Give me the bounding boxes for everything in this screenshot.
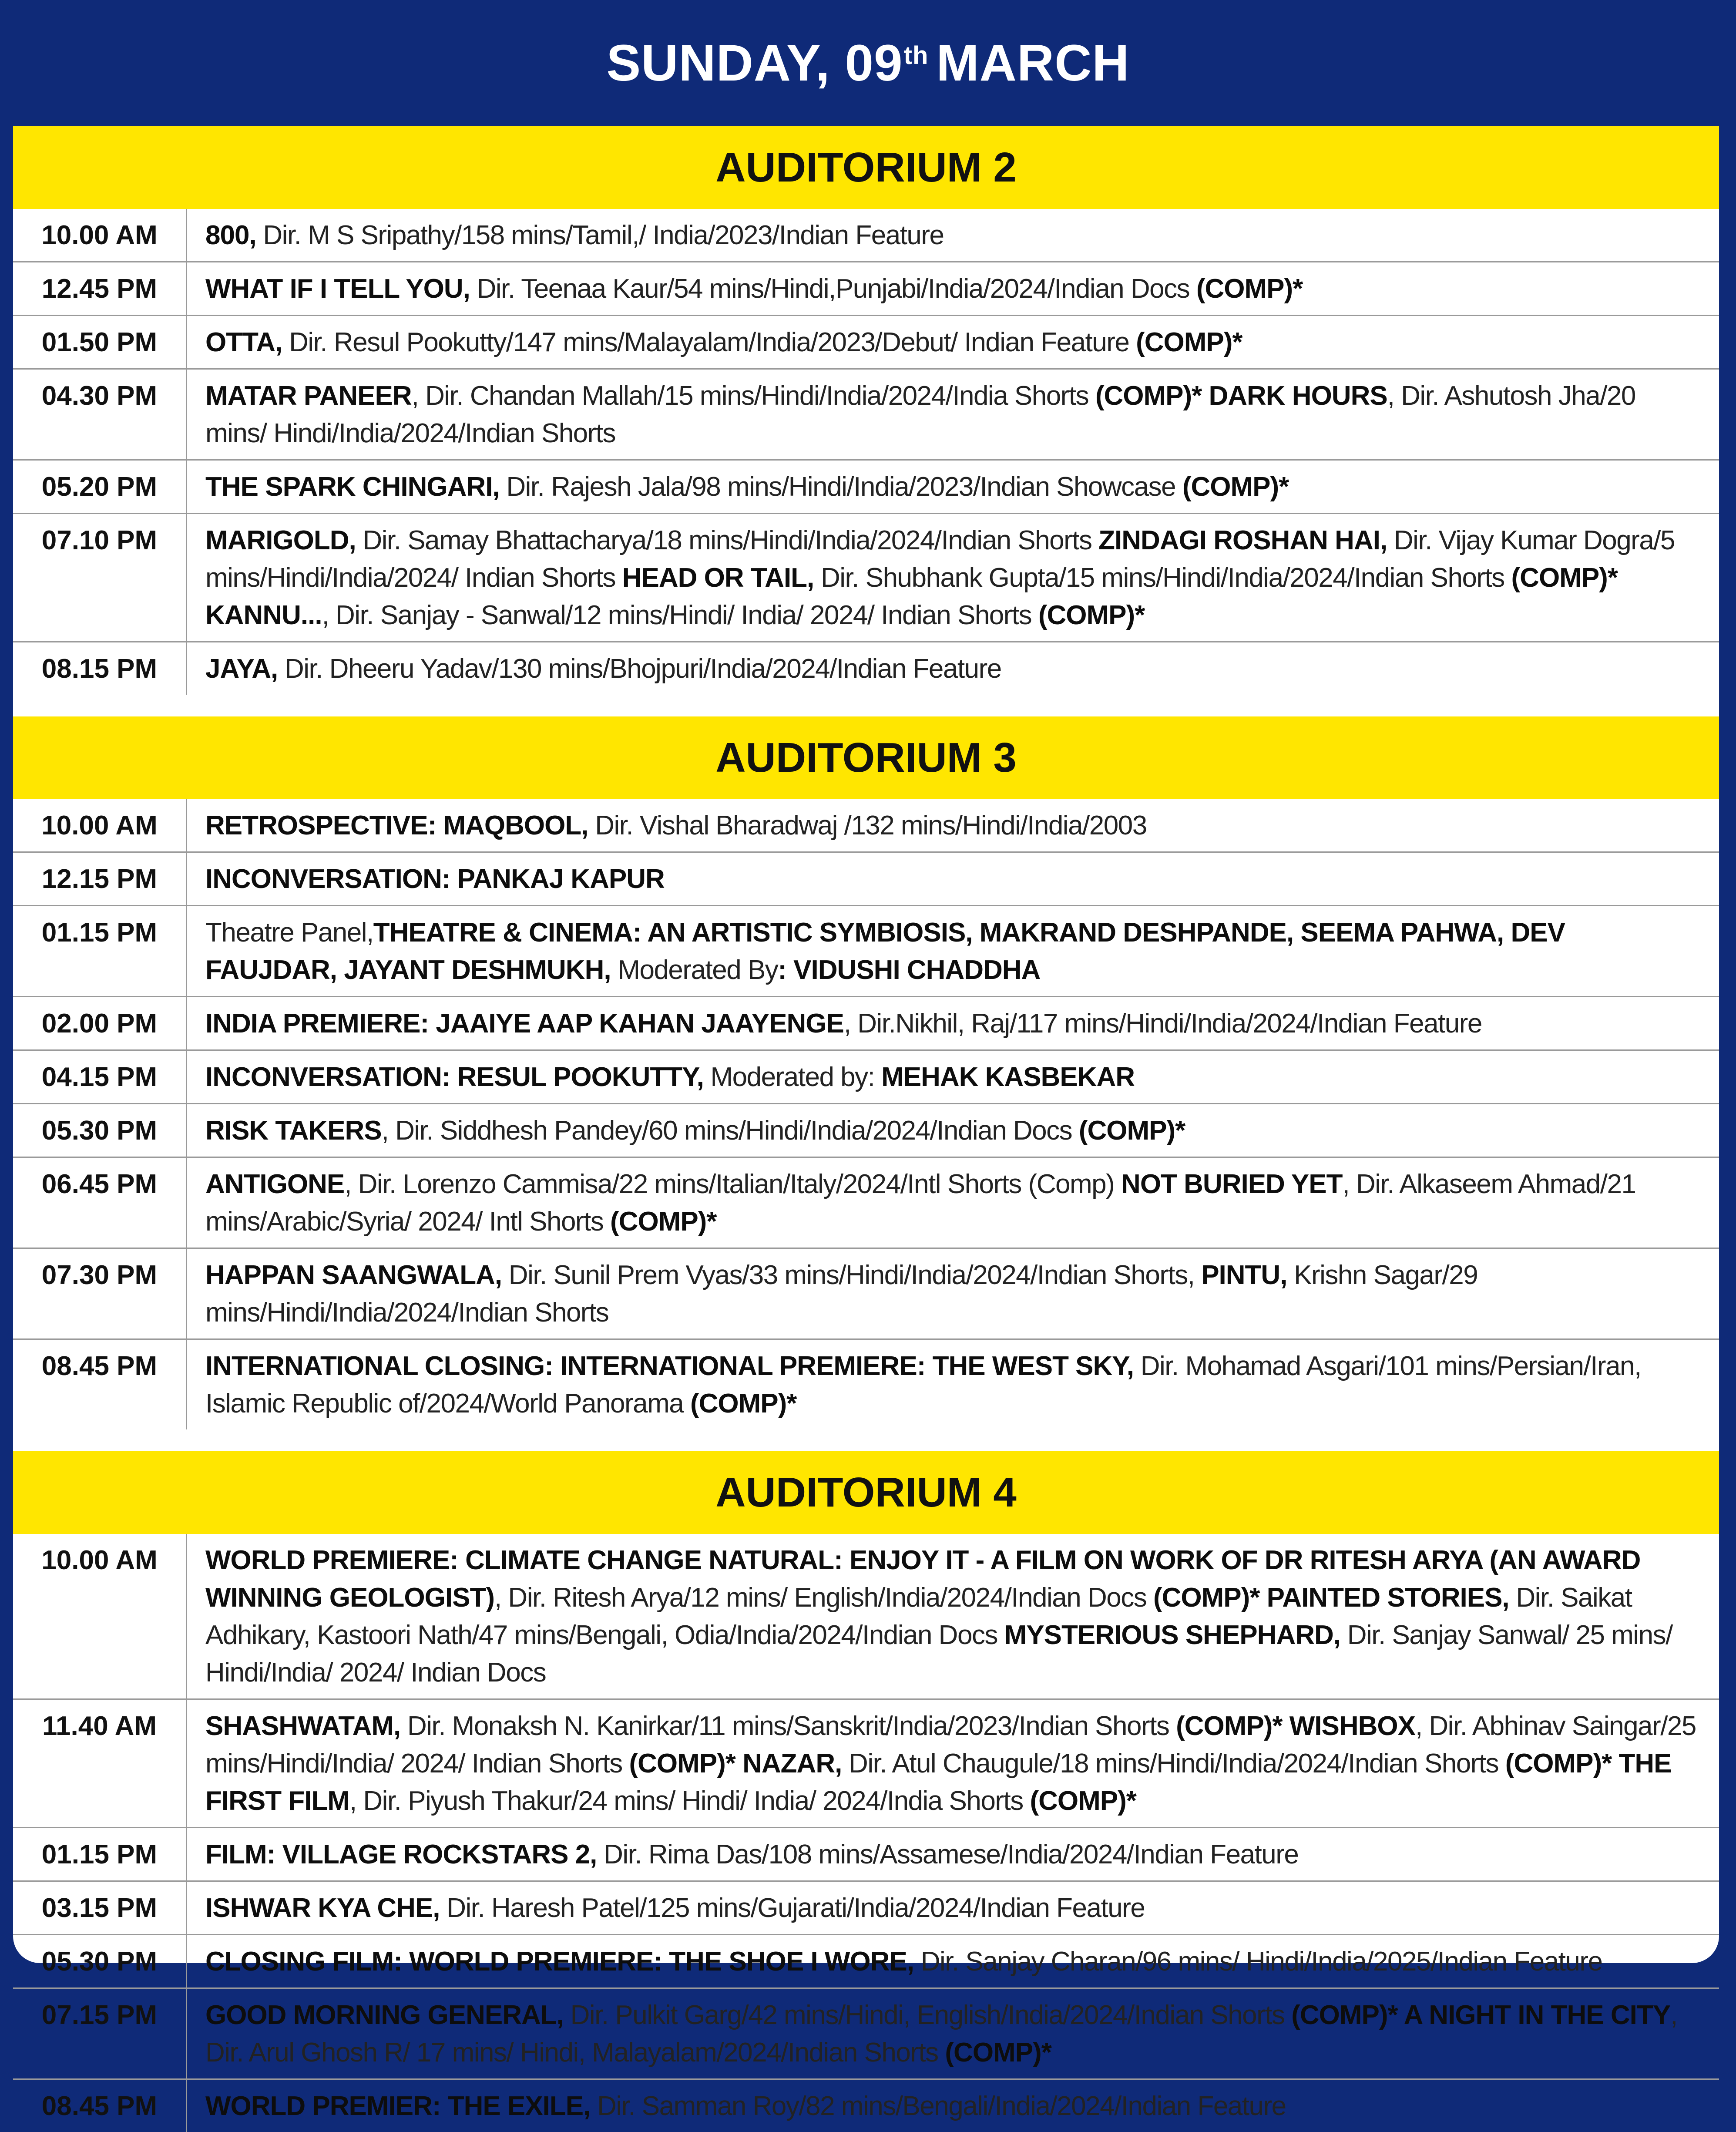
film-title-text: MYSTERIOUS SHEPHARD, bbox=[1004, 1620, 1340, 1650]
section-spacer bbox=[13, 1429, 1719, 1451]
film-title-text: (COMP)* KANNU... bbox=[205, 563, 1618, 630]
screening-description bbox=[187, 1700, 1719, 1827]
screening-time: 11.40 AM bbox=[13, 1700, 187, 1827]
film-title-text: PINTU, bbox=[1201, 1260, 1287, 1290]
schedule-row bbox=[13, 1989, 1719, 2080]
film-title-text: (COMP)* bbox=[1196, 274, 1303, 304]
screening-description bbox=[187, 1828, 1719, 1880]
page-title bbox=[0, 0, 1736, 126]
screening-description bbox=[187, 1158, 1719, 1248]
auditorium-header: AUDITORIUM 3 bbox=[13, 716, 1719, 799]
screening-time: 05.30 PM bbox=[13, 1104, 187, 1157]
film-details-text: Moderated by: bbox=[703, 1062, 882, 1092]
schedule-row bbox=[13, 1051, 1719, 1104]
film-title-text: CLOSING FILM: WORLD PREMIERE: THE SHOE I WORE, bbox=[205, 1947, 914, 1977]
screening-description bbox=[187, 262, 1719, 315]
schedule-row bbox=[13, 906, 1719, 997]
film-title-text: RISK TAKERS bbox=[205, 1116, 382, 1146]
film-title-text: (COMP)* bbox=[1182, 472, 1289, 502]
film-details-text: Dir. M S Sripathy/158 mins/Tamil,/ India/2023/Indian Feature bbox=[256, 220, 944, 250]
film-title-text: WORLD PREMIERE: CLIMATE CHANGE NATURAL: ENJOY IT - A FILM ON WORK OF DR RITESH ARYA (AN AWARD WINNING GEOLOGIST) bbox=[205, 1545, 1641, 1613]
screening-time: 07.15 PM bbox=[13, 1989, 187, 2078]
schedule-row bbox=[13, 1828, 1719, 1882]
screening-description bbox=[187, 316, 1719, 368]
film-title-text: INCONVERSATION: RESUL POOKUTTY, bbox=[205, 1062, 704, 1092]
screening-description bbox=[187, 853, 1719, 905]
screening-time: 06.45 PM bbox=[13, 1158, 187, 1248]
schedule-card bbox=[13, 126, 1719, 2121]
film-details-text: Dir. Monaksh N. Kanirkar/11 mins/Sanskrit/India/2023/Indian Shorts bbox=[400, 1711, 1176, 1741]
screening-description bbox=[187, 370, 1719, 459]
film-title-text: MEHAK KASBEKAR bbox=[881, 1062, 1135, 1092]
screening-description bbox=[187, 1104, 1719, 1157]
film-details-text: , Dir. Piyush Thakur/24 mins/ Hindi/ India/ 2024/India Shorts bbox=[349, 1786, 1030, 1816]
film-details-text: Dir. Sanjay Sanwal/ 25 mins/ Hindi/India/ 2024/ Indian Docs bbox=[205, 1620, 1672, 1688]
film-title-text: (COMP)* A NIGHT IN THE CITY bbox=[1291, 2000, 1671, 2030]
film-details-text: , Dir. Arul Ghosh R/ 17 mins/ Hindi, Malayalam/2024/Indian Shorts bbox=[205, 2000, 1677, 2068]
film-title-text: (COMP)* bbox=[1038, 600, 1145, 630]
film-title-text: INTERNATIONAL CLOSING: INTERNATIONAL PREMIERE: THE WEST SKY, bbox=[205, 1351, 1134, 1381]
film-details-text: , Dir. Lorenzo Cammisa/22 mins/Italian/Italy/2024/Intl Shorts (Comp) bbox=[344, 1169, 1122, 1199]
schedule-table bbox=[13, 799, 1719, 1429]
film-details-text: , Dir. Siddhesh Pandey/60 mins/Hindi/India/2024/Indian Docs bbox=[381, 1116, 1079, 1146]
film-details-text: , Dir. Ashutosh Jha/20 mins/ Hindi/India/2024/Indian Shorts bbox=[205, 381, 1635, 448]
screening-time: 08.45 PM bbox=[13, 2080, 187, 2132]
film-details-text: Dir. Atul Chaugule/18 mins/Hindi/India/2024/Indian Shorts bbox=[842, 1749, 1505, 1779]
schedule-row bbox=[13, 642, 1719, 695]
screening-time: 12.45 PM bbox=[13, 262, 187, 315]
film-title-text: : VIDUSHI CHADDHA bbox=[778, 955, 1041, 985]
screening-time: 10.00 AM bbox=[13, 1534, 187, 1698]
screening-description bbox=[187, 514, 1719, 641]
film-details-text: , Dir. Sanjay - Sanwal/12 mins/Hindi/ India/ 2024/ Indian Shorts bbox=[322, 600, 1038, 630]
screening-description bbox=[187, 1249, 1719, 1338]
screening-time: 07.30 PM bbox=[13, 1249, 187, 1338]
screening-time: 03.15 PM bbox=[13, 1882, 187, 1934]
film-title-text: FILM: VILLAGE ROCKSTARS 2, bbox=[205, 1839, 597, 1870]
screening-time: 04.30 PM bbox=[13, 370, 187, 459]
schedule-row bbox=[13, 1104, 1719, 1158]
screening-description bbox=[187, 1051, 1719, 1103]
screening-description bbox=[187, 209, 1719, 261]
schedule-row bbox=[13, 370, 1719, 461]
schedule-row bbox=[13, 1534, 1719, 1700]
film-title-text: (COMP)* WISHBOX bbox=[1176, 1711, 1415, 1741]
film-title-text: INCONVERSATION: PANKAJ KAPUR bbox=[205, 864, 665, 894]
film-title-text: (COMP)* PAINTED STORIES, bbox=[1153, 1583, 1509, 1613]
film-details-text: Dir. Samay Bhattacharya/18 mins/Hindi/India/2024/Indian Shorts bbox=[356, 525, 1099, 555]
screening-description bbox=[187, 461, 1719, 513]
schedule-row bbox=[13, 209, 1719, 262]
film-details-text: Dir. Vijay Kumar Dogra/5 mins/Hindi/India/2024/ Indian Shorts bbox=[205, 525, 1675, 593]
screening-description bbox=[187, 799, 1719, 851]
film-title-text: (COMP)* THE FIRST FILM bbox=[205, 1749, 1672, 1816]
film-details-text: Dir. Rajesh Jala/98 mins/Hindi/India/2023/Indian Showcase bbox=[499, 472, 1182, 502]
screening-description bbox=[187, 2080, 1719, 2132]
film-title-text: (COMP)* DARK HOURS bbox=[1095, 381, 1387, 411]
film-details-text: Moderated By bbox=[611, 955, 778, 985]
schedule-row bbox=[13, 799, 1719, 853]
screening-time: 08.15 PM bbox=[13, 642, 187, 695]
film-title-text: OTTA, bbox=[205, 327, 282, 357]
schedule-row bbox=[13, 1249, 1719, 1340]
schedule-row bbox=[13, 853, 1719, 906]
film-details-text: , Dir. Abhinav Saingar/25 mins/Hindi/India/ 2024/ Indian Shorts bbox=[205, 1711, 1696, 1779]
screening-description bbox=[187, 642, 1719, 695]
film-details-text: Krishn Sagar/29 mins/Hindi/India/2024/Indian Shorts bbox=[205, 1260, 1478, 1328]
screening-time: 01.50 PM bbox=[13, 316, 187, 368]
screening-description bbox=[187, 1935, 1719, 1987]
film-title-text: HEAD OR TAIL, bbox=[622, 563, 814, 593]
film-title-text: SHASHWATAM, bbox=[205, 1711, 401, 1741]
film-details-text: Theatre Panel, bbox=[205, 918, 373, 948]
film-details-text: Dir. Shubhank Gupta/15 mins/Hindi/India/2024/Indian Shorts bbox=[814, 563, 1511, 593]
film-details-text: Dir. Resul Pookutty/147 mins/Malayalam/India/2023/Debut/ Indian Feature bbox=[282, 327, 1136, 357]
film-title-text: RETROSPECTIVE: MAQBOOL, bbox=[205, 810, 588, 841]
screening-description bbox=[187, 1989, 1719, 2078]
film-title-text: WHAT IF I TELL YOU, bbox=[205, 274, 470, 304]
film-title-text: GOOD MORNING GENERAL, bbox=[205, 2000, 564, 2030]
schedule-row bbox=[13, 1882, 1719, 1935]
screening-time: 12.15 PM bbox=[13, 853, 187, 905]
screening-time: 04.15 PM bbox=[13, 1051, 187, 1103]
screening-time: 05.30 PM bbox=[13, 1935, 187, 1987]
title-month: MARCH bbox=[936, 34, 1130, 92]
film-details-text: Dir. Teenaa Kaur/54 mins/Hindi,Punjabi/India/2024/Indian Docs bbox=[470, 274, 1196, 304]
film-title-text: INDIA PREMIERE: JAAIYE AAP KAHAN JAAYENGE bbox=[205, 1009, 844, 1039]
title-ordinal: th bbox=[903, 41, 929, 70]
film-details-text: , Dir. Chandan Mallah/15 mins/Hindi/India/2024/India Shorts bbox=[411, 381, 1095, 411]
film-title-text: (COMP)* bbox=[690, 1389, 797, 1419]
film-title-text: (COMP)* bbox=[1136, 327, 1242, 357]
film-details-text: Dir. Dheeru Yadav/130 mins/Bhojpuri/India/2024/Indian Feature bbox=[278, 654, 1001, 684]
film-details-text: , Dir.Nikhil, Raj/117 mins/Hindi/India/2024/Indian Feature bbox=[843, 1009, 1482, 1039]
schedule-table bbox=[13, 209, 1719, 695]
screening-description bbox=[187, 906, 1719, 996]
schedule-row bbox=[13, 316, 1719, 370]
film-details-text: Dir. Vishal Bharadwaj /132 mins/Hindi/India/2003 bbox=[588, 810, 1147, 841]
screening-description bbox=[187, 1534, 1719, 1698]
title-day: SUNDAY, 09 bbox=[606, 34, 903, 92]
schedule-row bbox=[13, 1935, 1719, 1989]
film-title-text: THEATRE & CINEMA: AN ARTISTIC SYMBIOSIS, MAKRAND DESHPANDE, SEEMA PAHWA, DEV FAUJDAR, JAYANT DESHMUKH, bbox=[205, 918, 1565, 985]
screening-time: 01.15 PM bbox=[13, 1828, 187, 1880]
schedule-row bbox=[13, 2080, 1719, 2132]
film-title-text: (COMP)* NAZAR, bbox=[629, 1749, 842, 1779]
film-title-text: ISHWAR KYA CHE, bbox=[205, 1893, 440, 1923]
screening-time: 08.45 PM bbox=[13, 1340, 187, 1429]
film-details-text: Dir. Rima Das/108 mins/Assamese/India/2024/Indian Feature bbox=[597, 1839, 1299, 1870]
film-title-text: (COMP)* bbox=[1078, 1116, 1185, 1146]
film-details-text: Dir. Saikat Adhikary, Kastoori Nath/47 mins/Bengali, Odia/India/2024/Indian Docs bbox=[205, 1583, 1632, 1650]
film-title-text: ANTIGONE bbox=[205, 1169, 345, 1199]
film-title-text: NOT BURIED YET bbox=[1121, 1169, 1343, 1199]
screening-time: 02.00 PM bbox=[13, 997, 187, 1049]
film-title-text: (COMP)* bbox=[945, 2038, 1051, 2068]
screening-time: 05.20 PM bbox=[13, 461, 187, 513]
schedule-row bbox=[13, 262, 1719, 316]
film-details-text: Dir. Haresh Patel/125 mins/Gujarati/India/2024/Indian Feature bbox=[440, 1893, 1145, 1923]
auditorium-header: AUDITORIUM 4 bbox=[13, 1451, 1719, 1534]
film-details-text: Dir. Sunil Prem Vyas/33 mins/Hindi/India/2024/Indian Shorts, bbox=[502, 1260, 1202, 1290]
screening-time: 07.10 PM bbox=[13, 514, 187, 641]
film-details-text: , Dir. Alkaseem Ahmad/21 mins/Arabic/Syria/ 2024/ Intl Shorts bbox=[205, 1169, 1636, 1237]
film-details-text: , Dir. Ritesh Arya/12 mins/ English/India/2024/Indian Docs bbox=[494, 1583, 1153, 1613]
section-spacer bbox=[13, 695, 1719, 716]
screening-description bbox=[187, 997, 1719, 1049]
film-details-text: Dir. Samman Roy/82 mins/Bengali/India/2024/Indian Feature bbox=[590, 2091, 1286, 2121]
schedule-row bbox=[13, 514, 1719, 642]
schedule-row bbox=[13, 997, 1719, 1051]
auditorium-header: AUDITORIUM 2 bbox=[13, 126, 1719, 209]
film-title-text: 800, bbox=[205, 220, 256, 250]
film-title-text: THE SPARK CHINGARI, bbox=[205, 472, 500, 502]
screening-time: 10.00 AM bbox=[13, 799, 187, 851]
schedule-row bbox=[13, 461, 1719, 514]
screening-time: 10.00 AM bbox=[13, 209, 187, 261]
screening-description bbox=[187, 1882, 1719, 1934]
film-title-text: HAPPAN SAANGWALA, bbox=[205, 1260, 502, 1290]
screening-time: 01.15 PM bbox=[13, 906, 187, 996]
film-title-text: MATAR PANEER bbox=[205, 381, 412, 411]
schedule-row bbox=[13, 1700, 1719, 1828]
film-title-text: (COMP)* bbox=[1030, 1786, 1136, 1816]
film-title-text: MARIGOLD, bbox=[205, 525, 356, 555]
film-title-text: (COMP)* bbox=[610, 1207, 717, 1237]
film-details-text: Dir. Mohamad Asgari/101 mins/Persian/Iran, Islamic Republic of/2024/World Panorama bbox=[205, 1351, 1641, 1419]
screening-description bbox=[187, 1340, 1719, 1429]
schedule-table bbox=[13, 1534, 1719, 2132]
schedule-row bbox=[13, 1340, 1719, 1429]
film-details-text: Dir. Pulkit Garg/42 mins/Hindi, English/India/2024/Indian Shorts bbox=[563, 2000, 1292, 2030]
film-title-text: JAYA, bbox=[205, 654, 278, 684]
schedule-row bbox=[13, 1158, 1719, 1249]
film-title-text: ZINDAGI ROSHAN HAI, bbox=[1098, 525, 1387, 555]
film-title-text: WORLD PREMIER: THE EXILE, bbox=[205, 2091, 591, 2121]
film-details-text: Dir. Sanjay Charan/96 mins/ Hindi/India/2025/Indian Feature bbox=[913, 1947, 1602, 1977]
